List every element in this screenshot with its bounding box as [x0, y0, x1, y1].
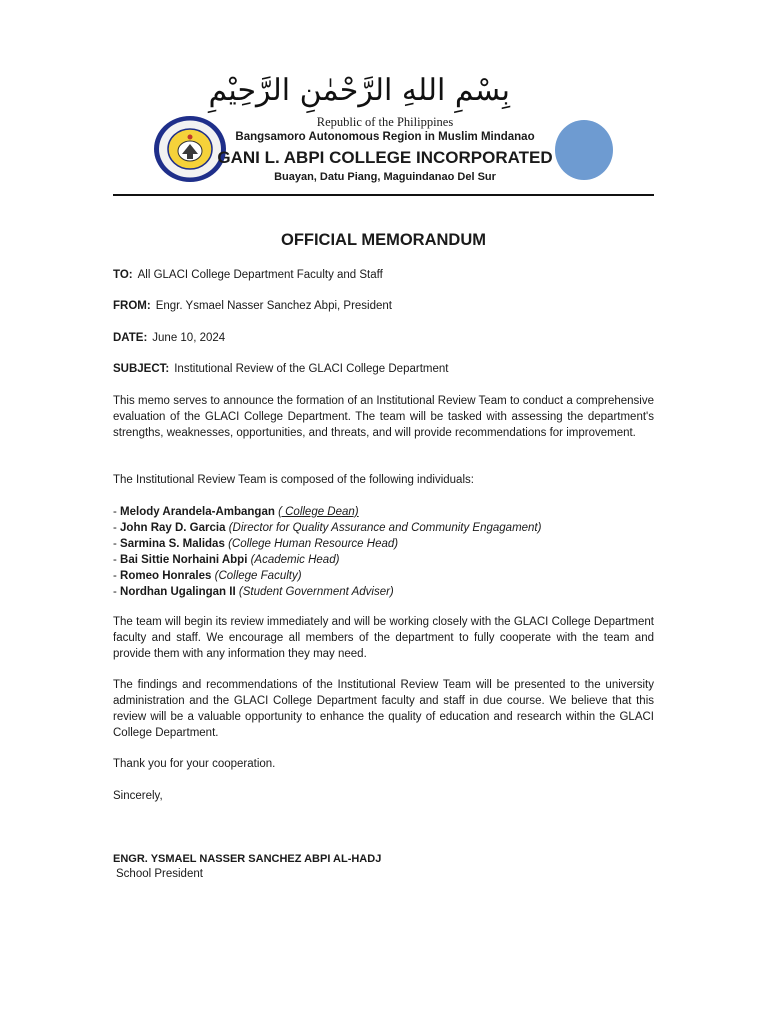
closing-line: Sincerely,: [113, 790, 163, 802]
from-value: Engr. Ysmael Nasser Sanchez Abpi, President: [155, 300, 392, 312]
memo-to: [113, 267, 654, 283]
college-name: GANI L. ABPI COLLEGE INCORPORATED: [217, 148, 553, 167]
from-label: FROM:: [113, 300, 151, 312]
to-value: All GLACI College Department Faculty and Staff: [137, 269, 383, 281]
republic-line: Republic of the Philippines: [316, 115, 454, 129]
memo-subject: [113, 361, 654, 377]
to-label: TO:: [113, 269, 133, 281]
list-item: - Nordhan Ugalingan II (Student Government Adviser): [113, 586, 394, 598]
list-item: - Sarmina S. Malidas (College Human Resource Head): [113, 538, 399, 550]
header-divider: [113, 194, 654, 196]
subject-label: SUBJECT:: [113, 363, 170, 375]
date-value: June 10, 2024: [152, 332, 226, 344]
thanks-line: Thank you for your cooperation.: [113, 758, 276, 770]
paragraph-team-intro: The Institutional Review Team is composed of the following individuals:: [113, 474, 474, 486]
list-item: - Bai Sittie Norhaini Abpi (Academic Head): [113, 554, 340, 566]
paragraph-intro: This memo serves to announce the formation of an Institutional Review Team to conduct a comprehensive evaluation of the GLACI College Department. The team will be tasked with assessing the department's strengths, weaknesses, opportunities, and threats, and will provide recommendations for improvement.: [113, 395, 654, 439]
basmala-calligraphy: بِسْمِ اللهِ الرَّحْمٰنِ الرَّحِيْمِ: [208, 73, 510, 108]
list-item: - Melody Arandela-Ambangan ( College Dean): [113, 506, 359, 518]
region-line: Bangsamoro Autonomous Region in Muslim Mindanao: [235, 131, 535, 143]
memo-title: OFFICIAL MEMORANDUM: [280, 231, 486, 249]
list-item: - John Ray D. Garcia (Director for Quality Assurance and Community Engagament): [113, 522, 542, 534]
signatory-name: ENGR. YSMAEL NASSER SANCHEZ ABPI AL-HADJ: [113, 853, 382, 865]
paragraph-findings: The findings and recommendations of the Institutional Review Team will be presented to the university administration and the GLACI College Department faculty and staff in due course. We believe that this review will be a valuable opportunity to enhance the quality of education and research within the GLACI College Department.: [113, 679, 654, 739]
subject-value: Institutional Review of the GLACI College Department: [174, 363, 449, 375]
paragraph-review-start: The team will begin its review immediately and will be working closely with the GLACI College Department faculty and staff. We encourage all members of the department to fully cooperate with the team and provide them with any information they may need.: [113, 616, 654, 660]
signatory-title: School President: [116, 868, 203, 880]
memo-date: [113, 330, 654, 346]
memo-from: [113, 298, 654, 314]
date-label: DATE:: [113, 332, 148, 344]
college-address: Buayan, Datu Piang, Maguindanao Del Sur: [274, 171, 496, 183]
list-item: - Romeo Honrales (College Faculty): [113, 570, 302, 582]
team-member-list: [113, 504, 654, 600]
